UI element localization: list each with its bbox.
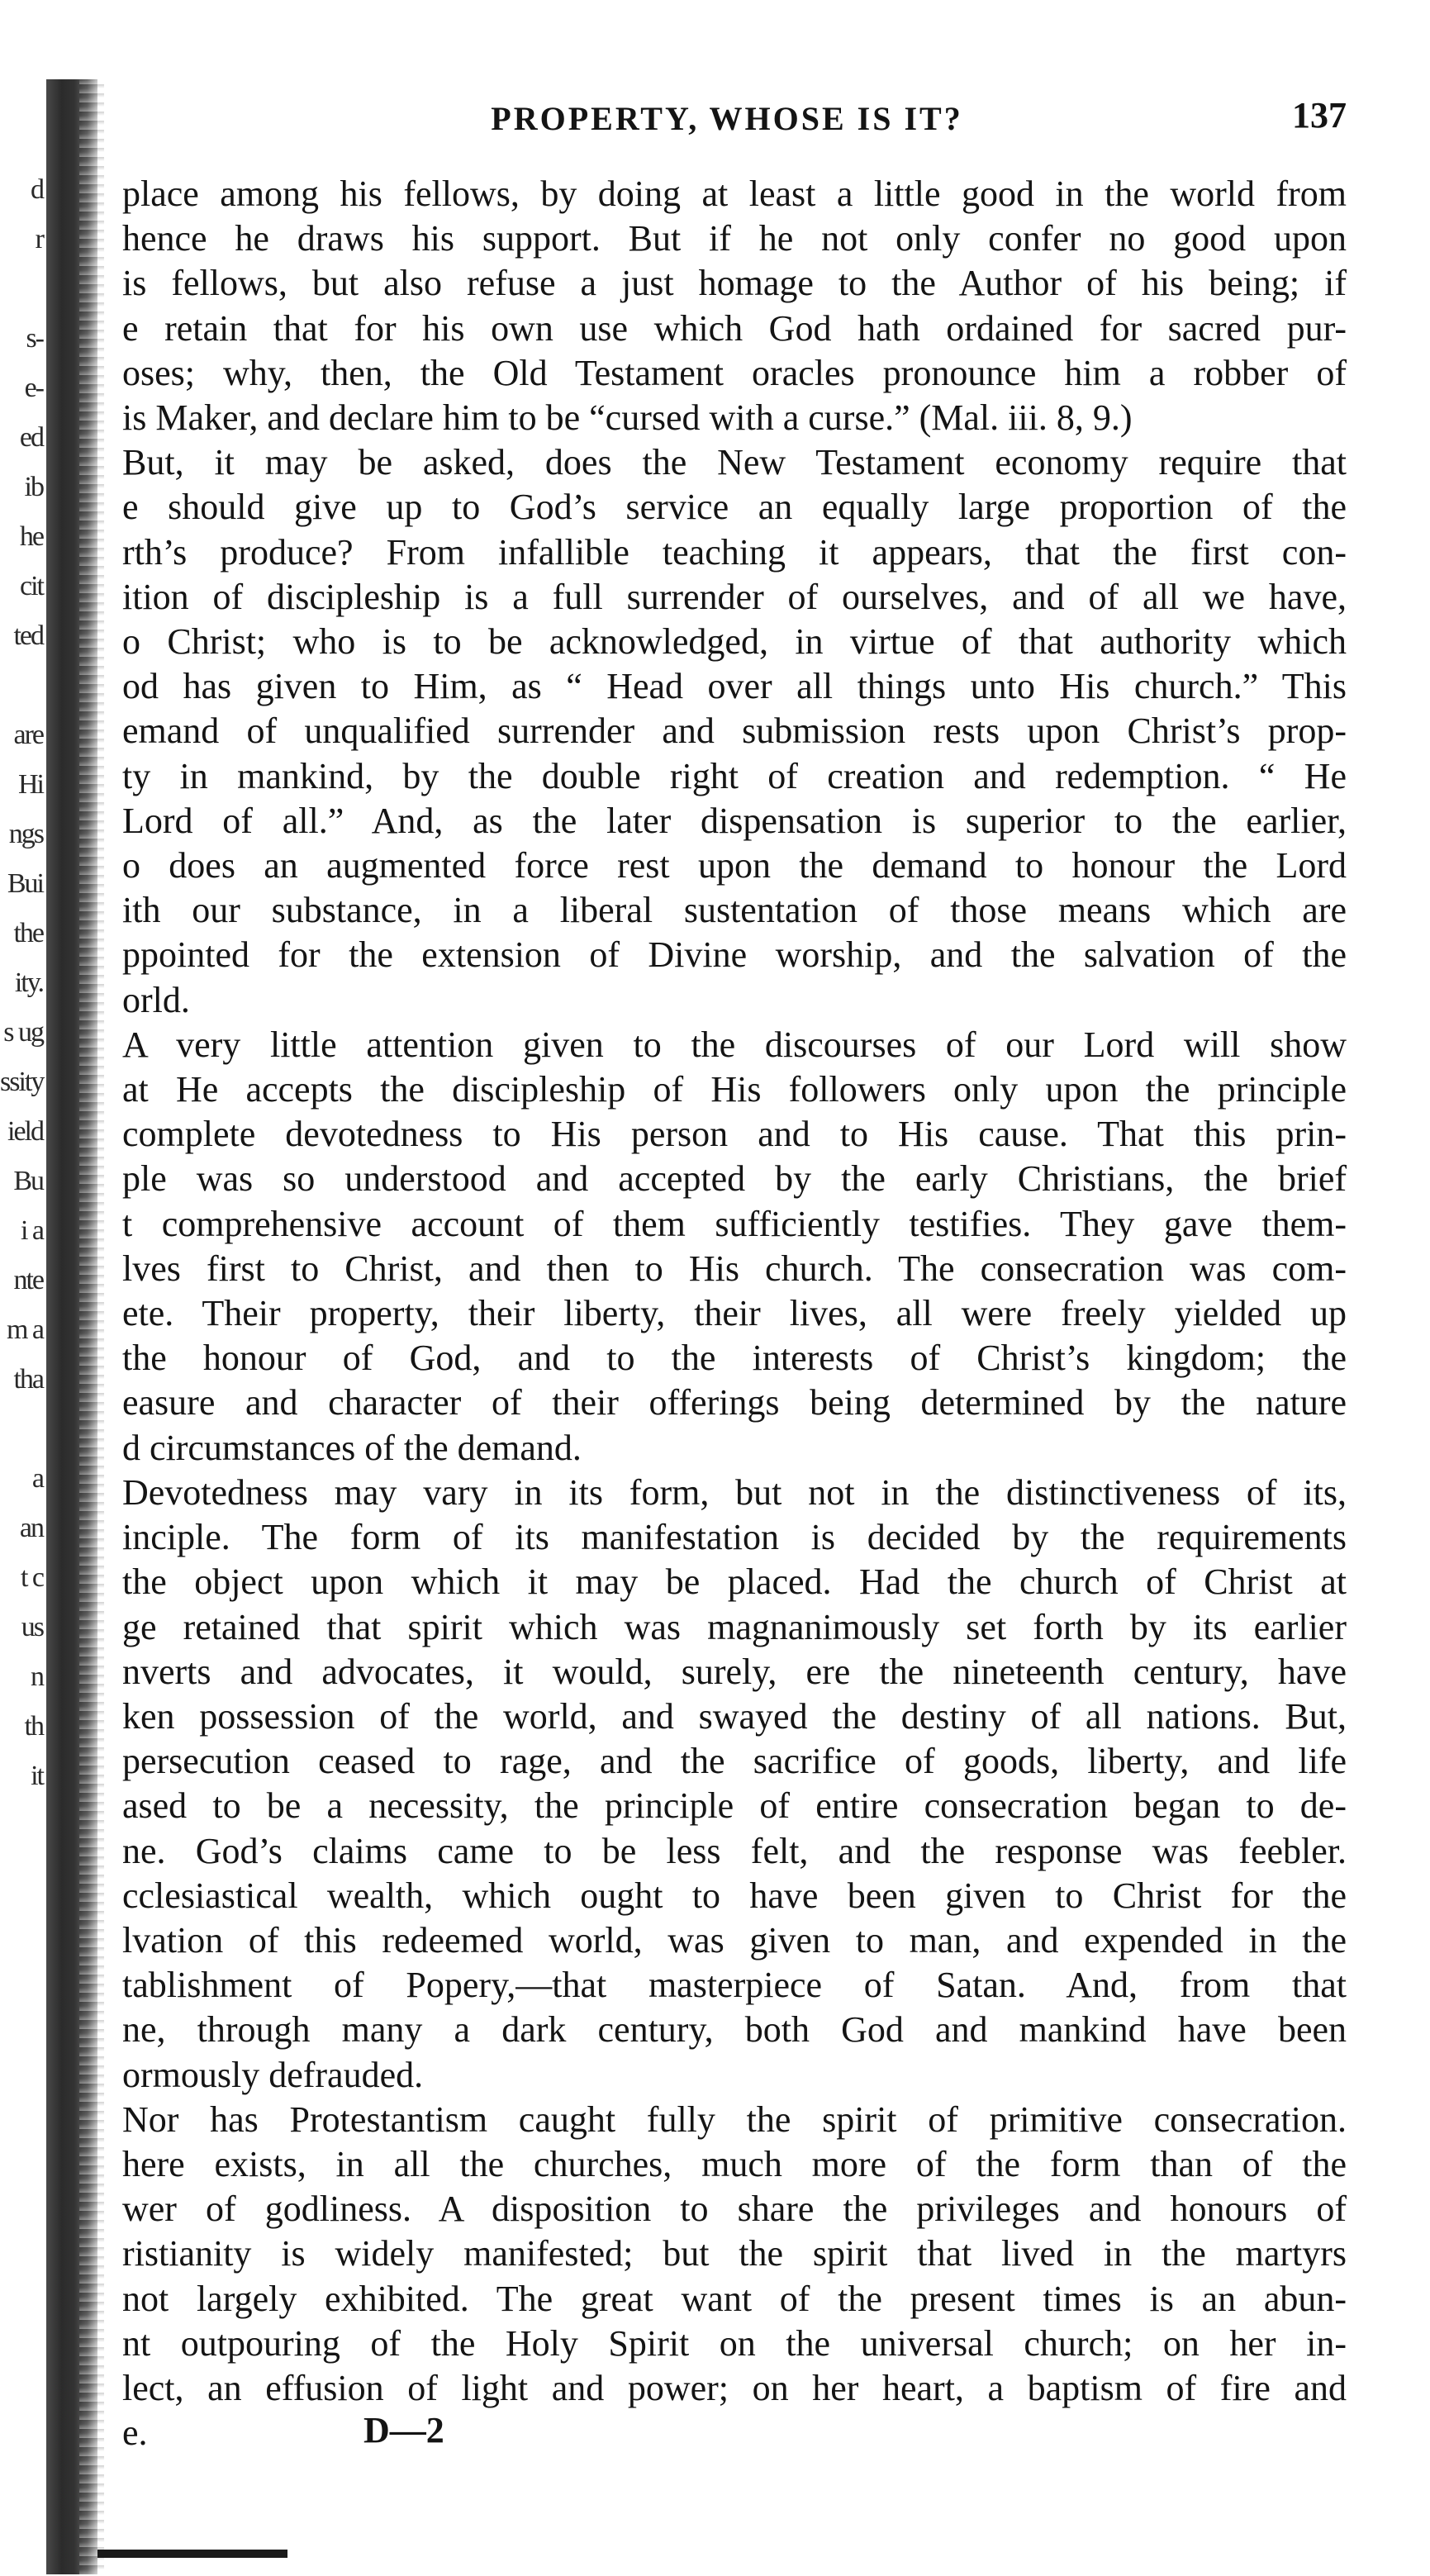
bleed-fragment: a — [31, 1463, 43, 1494]
text-line: inciple. The form of its manifestation is decided by the requirements — [122, 1517, 1347, 1558]
text-line: tablishment of Popery,—that masterpiece of Satan. And, from that — [122, 1965, 1347, 2006]
bleed-fragment: the — [13, 918, 43, 948]
bleed-fragment: cit — [20, 571, 43, 601]
bleed-fragment: s ug — [3, 1017, 43, 1048]
bleed-fragment: he — [19, 521, 43, 552]
text-line: t comprehensive account of them sufficiently testifies. They gave them- — [122, 1203, 1347, 1244]
text-line: complete devotedness to His person and to His cause. That this prin- — [122, 1114, 1347, 1155]
text-line: ete. Their property, their liberty, their lives, all were freely yielded up — [122, 1293, 1347, 1334]
text-line: nverts and advocates, it would, surely, ere the nineteenth century, have — [122, 1651, 1347, 1692]
bleed-fragment: tha — [13, 1364, 43, 1395]
text-line: o does an augmented force rest upon the demand to honour the Lord — [122, 845, 1347, 886]
signature-mark: D—2 — [363, 2410, 444, 2450]
text-line: ge retained that spirit which was magnanimously set forth by its earlier — [122, 1606, 1347, 1647]
bleed-fragment: nte — [13, 1265, 43, 1295]
bleed-fragment — [0, 264, 48, 314]
text-line: at He accepts the discipleship of His followers only upon the principle — [122, 1069, 1347, 1110]
body-text — [122, 172, 1347, 2455]
text-line: orld. — [122, 979, 190, 1020]
text-line: ristianity is widely manifested; but the spirit that lived in the martyrs — [122, 2233, 1347, 2274]
text-line: But, it may be asked, does the New Testament economy require that — [122, 442, 1347, 483]
bleed-fragment: are — [13, 720, 43, 750]
text-line: e. — [122, 2412, 148, 2454]
text-line: ple was so understood and accepted by the early Christians, the brief — [122, 1158, 1347, 1200]
bleed-fragment: ted — [13, 620, 43, 651]
text-line: is fellows, but also refuse a just homage to the Author of his being; if — [122, 263, 1347, 304]
bleed-fragment: n — [31, 1661, 43, 1692]
bleed-fragment: ngs — [8, 819, 43, 849]
text-line: the honour of God, and to the interests of Christ’s kingdom; the — [122, 1338, 1347, 1379]
text-line: is Maker, and declare him to be “cursed with a curse.” (Mal. iii. 8, 9.) — [122, 397, 1133, 439]
text-line: o Christ; who is to be acknowledged, in virtue of that authority which — [122, 621, 1347, 663]
text-line: easure and character of their offerings being determined by the nature — [122, 1382, 1347, 1423]
text-line: ken possession of the world, and swayed the destiny of all nations. But, — [122, 1695, 1347, 1737]
text-line: lves first to Christ, and then to His church. The consecration was com- — [122, 1248, 1347, 1289]
text-line: lect, an effusion of light and power; on her heart, a baptism of fire and — [122, 2367, 1347, 2408]
book-binding-edge — [46, 79, 97, 2574]
bleed-fragment: Bu — [13, 1166, 43, 1196]
bleed-fragment: Hi — [18, 769, 43, 800]
bleed-fragment — [0, 661, 48, 711]
bleed-fragment: it — [31, 1761, 43, 1791]
bleed-fragment: t c — [20, 1562, 43, 1593]
text-line: here exists, in all the churches, much more of the form than of the — [122, 2143, 1347, 2184]
text-line: rth’s produce? From infallible teaching it appears, that the first con- — [122, 531, 1347, 573]
text-line: Devotedness may vary in its form, but not in the distinctiveness of its, — [122, 1471, 1347, 1513]
bleed-fragment: ed — [19, 422, 43, 453]
text-line: ne, through many a dark century, both God and mankind have been — [122, 2009, 1347, 2051]
bleed-fragment: ield — [7, 1116, 43, 1147]
text-line: d circumstances of the demand. — [122, 1427, 582, 1468]
bleed-fragment: ity. — [14, 967, 43, 998]
bleed-fragment: an — [19, 1513, 43, 1543]
text-line: emand of unqualified surrender and submission rests upon Christ’s prop- — [122, 711, 1347, 752]
text-line: ppointed for the extension of Divine worship, and the salvation of the — [122, 934, 1347, 976]
text-line: Nor has Protestantism caught fully the spirit of primitive consecration. — [122, 2098, 1347, 2140]
bleed-fragment: s- — [26, 323, 43, 354]
text-line: ased to be a necessity, the principle of entire consecration began to de- — [122, 1785, 1347, 1827]
text-line: place among his fellows, by doing at least a little good in the world from — [122, 173, 1347, 214]
bleed-fragment: us — [21, 1612, 43, 1642]
bleed-fragment: ssity — [0, 1067, 44, 1097]
bleed-fragment: Bui — [7, 868, 43, 899]
text-line: e retain that for his own use which God hath ordained for sacred pur- — [122, 307, 1347, 349]
text-line: cclesiastical wealth, which ought to have been given to Christ for the — [122, 1875, 1347, 1916]
bleed-fragment: e- — [24, 373, 43, 403]
text-line: ty in mankind, by the double right of creation and redemption. “ He — [122, 755, 1347, 796]
facing-page-bleed-text — [0, 165, 48, 1983]
text-line: e should give up to God’s service an equally large proportion of the — [122, 487, 1347, 528]
text-line: A very little attention given to the discourses of our Lord will show — [122, 1024, 1347, 1065]
text-line: lvation of this redeemed world, was given to man, and expended in the — [122, 1919, 1347, 1961]
text-line: hence he draws his support. But if he not only confer no good upon — [122, 218, 1347, 259]
text-line: wer of godliness. A disposition to share the privileges and honours of — [122, 2189, 1347, 2230]
bleed-fragment: d — [31, 174, 43, 205]
bleed-fragment: i a — [20, 1215, 43, 1246]
bleed-fragment: m a — [6, 1314, 43, 1345]
bleed-fragment: r — [35, 224, 43, 254]
text-line: ne. God’s claims came to be less felt, and the response was feebler. — [122, 1830, 1347, 1871]
bleed-fragment: ib — [24, 472, 43, 502]
text-line: not largely exhibited. The great want of the present times is an abun- — [122, 2278, 1347, 2319]
bottom-rule — [97, 2550, 287, 2558]
text-line: persecution ceased to rage, and the sacrifice of goods, liberty, and life — [122, 1741, 1347, 1782]
text-line: the object upon which it may be placed. Had the church of Christ at — [122, 1561, 1347, 1603]
bleed-fragment — [0, 1404, 48, 1454]
bleed-fragment: th — [24, 1711, 43, 1742]
text-line: Lord of all.” And, as the later dispensation is superior to the earlier, — [122, 800, 1347, 841]
text-line: ormously defrauded. — [122, 2054, 424, 2095]
text-line: nt outpouring of the Holy Spirit on the universal church; on her in- — [122, 2322, 1347, 2364]
page-number: 137 — [1292, 95, 1347, 135]
running-title: PROPERTY, WHOSE IS IT? — [491, 100, 963, 137]
text-line: oses; why, then, the Old Testament oracles pronounce him a robber of — [122, 352, 1347, 393]
text-line: od has given to Him, as “ Head over all things unto His church.” This — [122, 666, 1347, 707]
page-header — [107, 93, 1347, 150]
text-line: ition of discipleship is a full surrender of ourselves, and of all we have, — [122, 576, 1347, 617]
text-line: ith our substance, in a liberal sustentation of those means which are — [122, 890, 1347, 931]
